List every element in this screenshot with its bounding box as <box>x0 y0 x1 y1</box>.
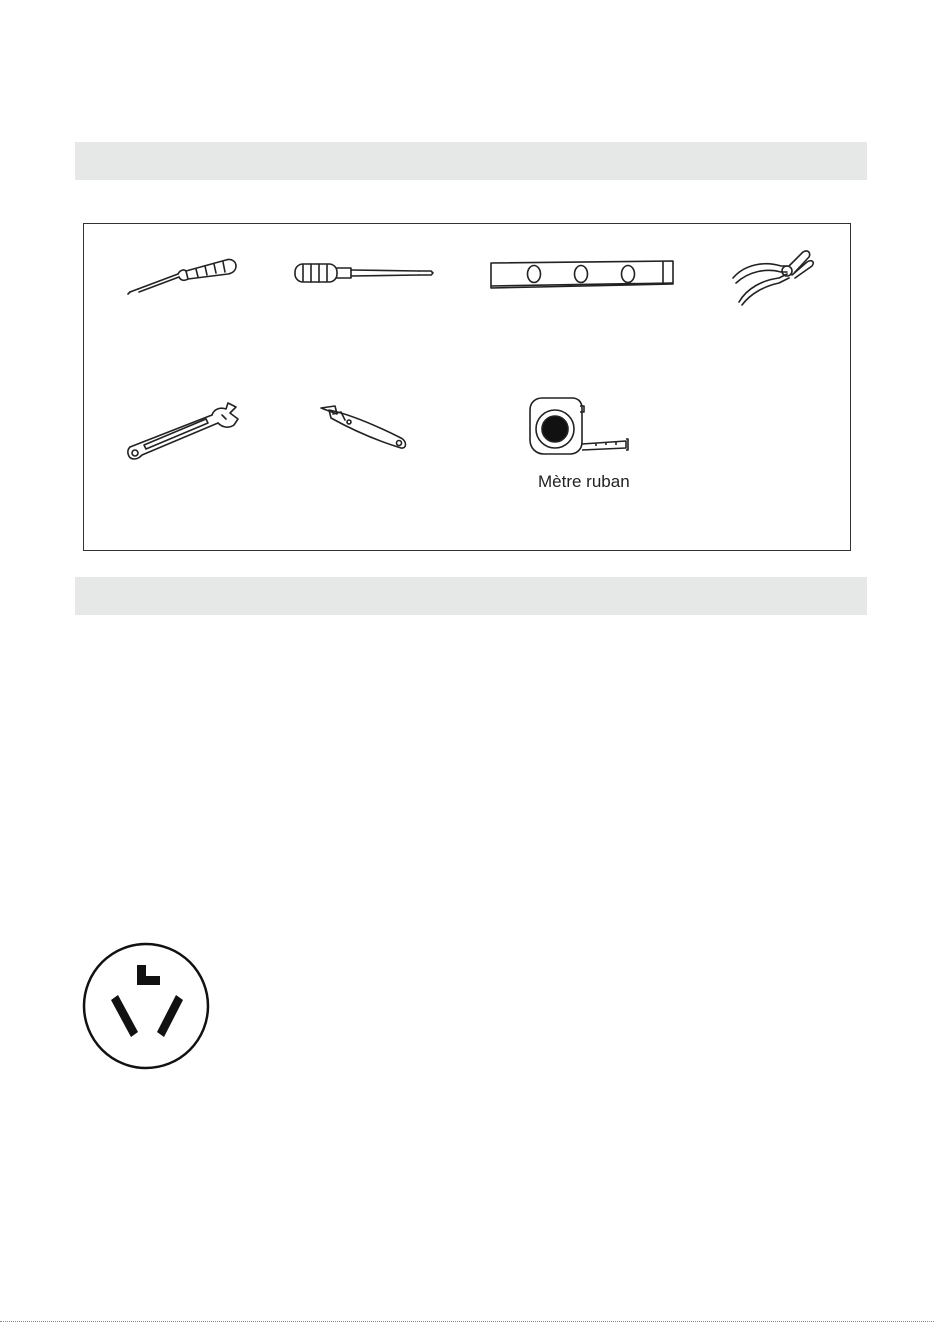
tape-measure-label: Mètre ruban <box>538 472 630 491</box>
page-bottom-rule <box>0 1321 934 1322</box>
utility-knife-icon <box>319 402 414 457</box>
tools-section-header <box>75 142 867 180</box>
tools-section-title <box>75 142 867 162</box>
outlet-section-header <box>75 577 867 615</box>
adjustable-wrench-icon <box>122 399 252 464</box>
phillips-screwdriver-icon <box>126 254 241 299</box>
tools-panel <box>83 223 851 551</box>
pliers-icon <box>729 244 819 309</box>
electrical-outlet-icon <box>80 940 212 1072</box>
flat-screwdriver-icon <box>291 257 441 292</box>
outlet-section-title <box>75 577 867 597</box>
tape-measure-icon <box>526 392 636 462</box>
spirit-level-icon <box>487 256 677 294</box>
